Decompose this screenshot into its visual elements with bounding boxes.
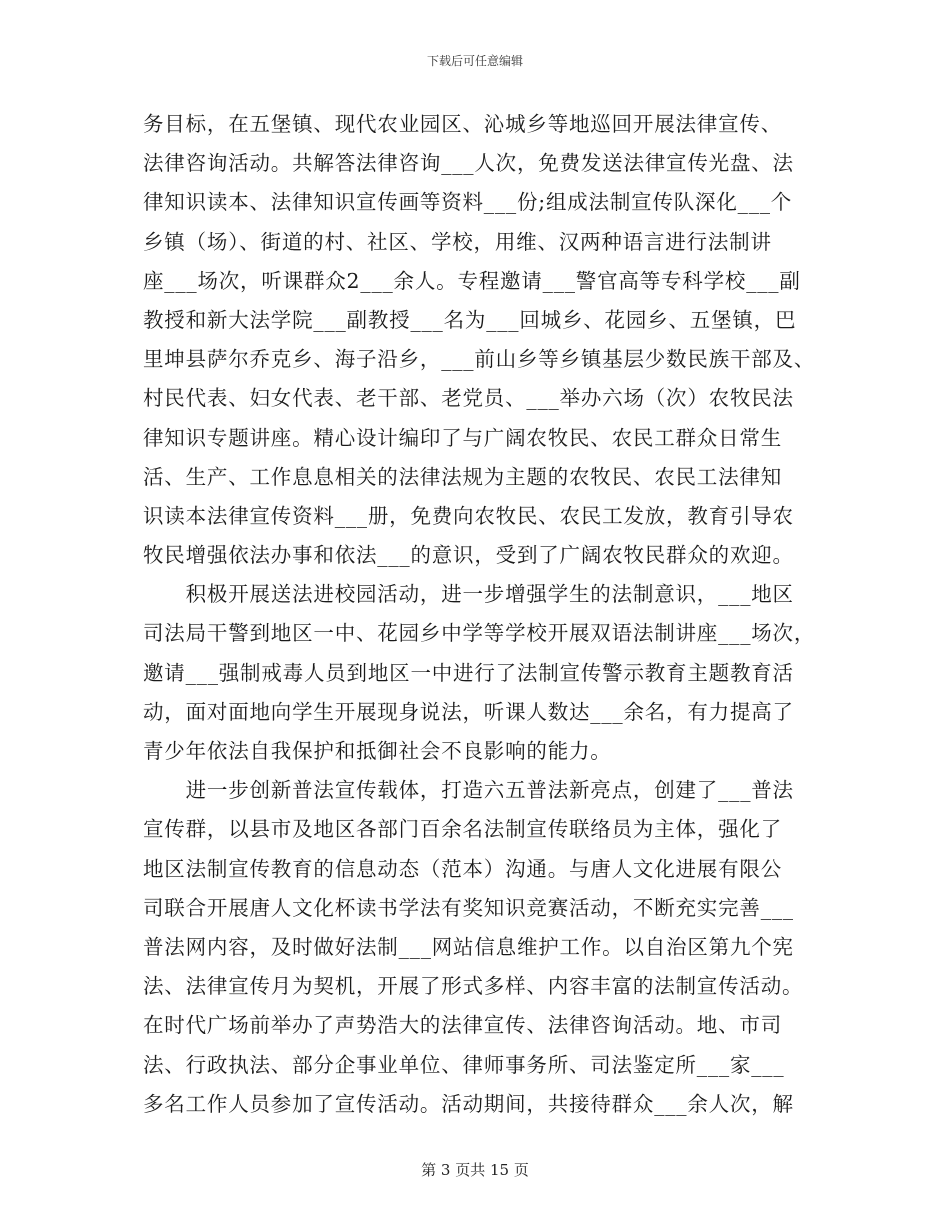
text-line: 邀请___强制戒毒人员到地区一中进行了法制宣传警示教育主题教育活 <box>143 660 794 685</box>
paragraph-1 <box>143 105 816 575</box>
text-line: 法、法律宣传月为契机，开展了形式多样、内容丰富的法制宣传活动。 <box>143 974 804 999</box>
text-line: 普法网内容，及时做好法制___网站信息维护工作。以自治区第九个宪 <box>143 934 794 959</box>
text-line: 教授和新大法学院___副教授___名为___回城乡、花园乡、五堡镇，巴 <box>143 307 797 332</box>
text-line: 乡镇（场）、街道的村、社区、学校，用维、汉两种语言进行法制讲 <box>143 229 772 254</box>
text-line: 地区法制宣传教育的信息动态（范本）沟通。与唐人文化进展有限公 <box>143 856 782 881</box>
page-header: 下载后可任意编辑 <box>426 54 523 68</box>
text-line: 积极开展送法进校园活动，进一步增强学生的法制意识，___地区 <box>143 582 794 607</box>
text-line: 宣传群，以县市及地区各部门百余名法制宣传联络员为主体，强化了 <box>143 817 782 842</box>
text-line: 牧民增强依法办事和依法___的意识，受到了广阔农牧民群众的欢迎。 <box>143 543 794 568</box>
text-line: 村民代表、妇女代表、老干部、老党员、___举办六场（次）农牧民法 <box>143 386 794 411</box>
text-line: 座___场次，听课群众2___余人。专程邀请___警官高等专科学校___副 <box>143 268 801 293</box>
paragraph-3 <box>143 771 810 1124</box>
text-line: 法、行政执法、部分企事业单位、律师事务所、司法鉴定所___家___ <box>143 1052 785 1077</box>
text-line: 律知识读本、法律知识宣传画等资料___份;组成法制宣传队深化___个 <box>143 190 793 215</box>
text-line: 动，面对面地向学生开展现身说法，听课人数达___余名，有力提高了 <box>143 699 794 724</box>
text-line: 在时代广场前举办了声势浩大的法律宣传、法律咨询活动。地、市司 <box>143 1013 782 1038</box>
text-line: 法律咨询活动。共解答法律咨询___人次，免费发送法律宣传光盘、法 <box>143 151 794 176</box>
text-line: 司联合开展唐人文化杯读书学法有奖知识竞赛活动，不断充实完善___ <box>143 895 794 920</box>
page-number: 第 3 页共 15 页 <box>421 1161 529 1179</box>
text-line: 青少年依法自我保护和抵御社会不良影响的能力。 <box>143 739 612 763</box>
paragraph-2 <box>143 575 816 771</box>
text-line: 活、生产、工作息息相关的法律法规为主题的农牧民、农民工法律知 <box>143 464 782 489</box>
text-line: 里坤县萨尔乔克乡、海子沿乡，___前山乡等乡镇基层少数民族干部及、 <box>143 347 816 372</box>
text-line: 多名工作人员参加了宣传活动。活动期间，共接待群众___余人次，解 <box>143 1091 794 1116</box>
text-line: 务目标，在五堡镇、现代农业园区、沁城乡等地巡回开展法律宣传、 <box>143 112 782 136</box>
text-line: 识读本法律宣传资料___册，免费向农牧民、农民工发放，教育引导农 <box>143 503 794 528</box>
document-body <box>143 105 816 1124</box>
text-line: 进一步创新普法宣传载体，打造六五普法新亮点，创建了___普法 <box>143 778 794 803</box>
text-line: 律知识专题讲座。精心设计编印了与广阔农牧民、农民工群众日常生 <box>143 425 782 450</box>
text-line: 司法局干警到地区一中、花园乡中学等学校开展双语法制讲座___场次， <box>143 621 816 646</box>
